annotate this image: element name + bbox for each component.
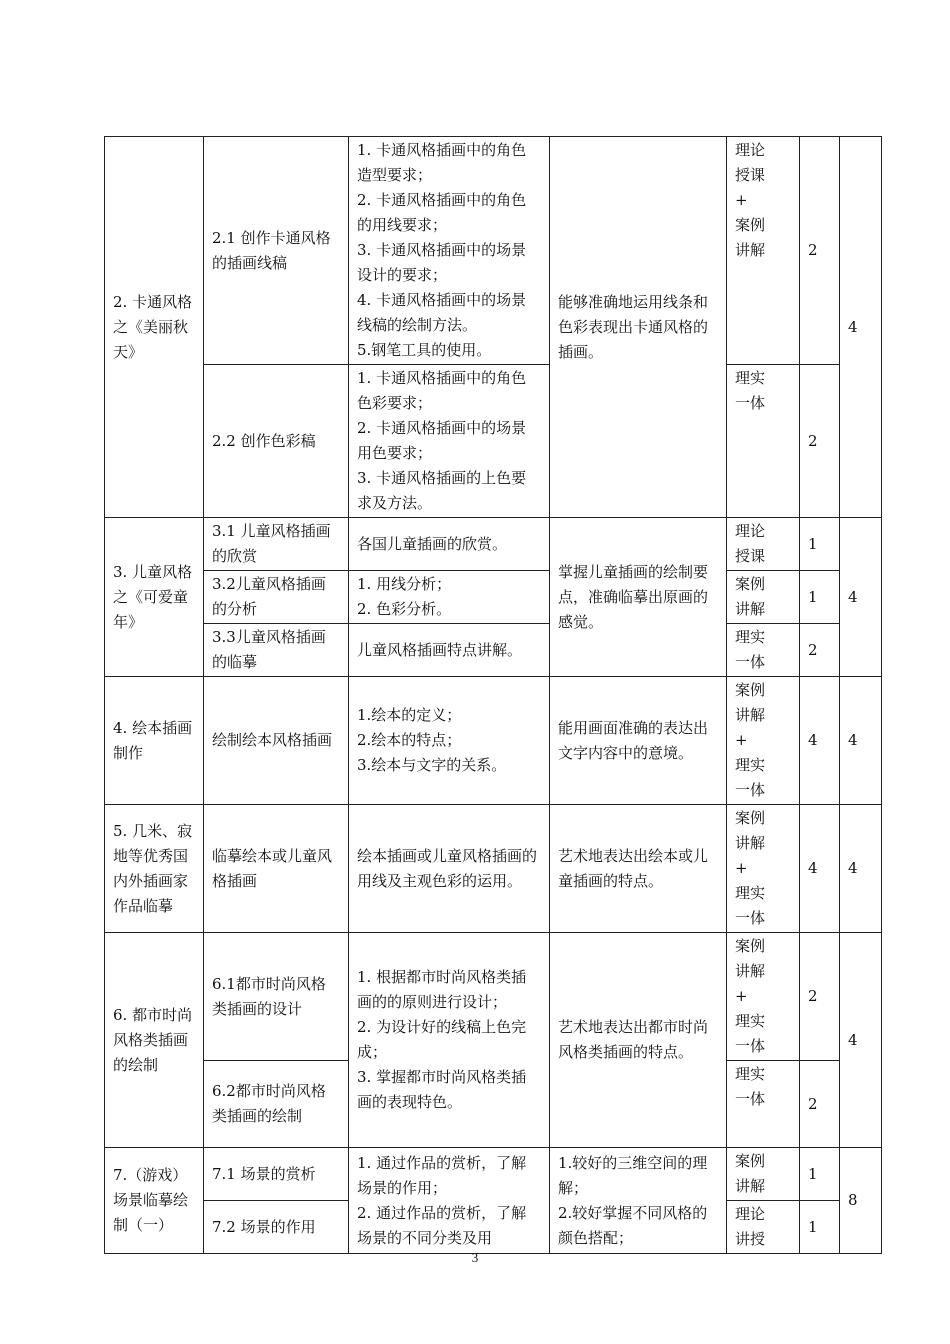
teaching-mode-cell: 案例 讲解 + 理实 一体 bbox=[727, 805, 800, 933]
hours-cell: 1 bbox=[800, 571, 840, 624]
unit-cell: 6.2都市时尚风格类插画的绘制 bbox=[204, 1061, 349, 1148]
teaching-mode-cell: 案例 讲解 + 理实 一体 bbox=[727, 677, 800, 805]
module-cell: 5. 几米、寂地等优秀国内外插画家作品临摹 bbox=[105, 805, 204, 933]
table-row bbox=[105, 933, 882, 1061]
objective-cell: 掌握儿童插画的绘制要点，准确临摹出原画的感觉。 bbox=[550, 518, 727, 677]
unit-cell: 2.1 创作卡通风格的插画线稿 bbox=[204, 137, 349, 365]
objective-cell: 艺术地表达出绘本或儿童插画的特点。 bbox=[550, 805, 727, 933]
hours-cell: 4 bbox=[800, 805, 840, 933]
unit-cell: 3.1 儿童风格插画的欣赏 bbox=[204, 518, 349, 571]
content-cell: 1. 卡通风格插画中的角色造型要求； 2. 卡通风格插画中的角色的用线要求； 3. 卡通风格插画中的场景设计的要求； 4. 卡通风格插画中的场景线稿的绘制方法。 5.钢笔工具的使用。 bbox=[349, 137, 550, 365]
unit-cell: 7.2 场景的作用 bbox=[204, 1201, 349, 1254]
module-cell: 3. 儿童风格之《可爱童年》 bbox=[105, 518, 204, 677]
teaching-mode-cell: 理论 授课 bbox=[727, 518, 800, 571]
hours-cell: 4 bbox=[800, 677, 840, 805]
table-row bbox=[105, 677, 882, 805]
teaching-mode-cell: 理实 一体 bbox=[727, 624, 800, 677]
table-row bbox=[105, 137, 882, 365]
course-table bbox=[104, 136, 882, 1254]
unit-cell: 3.2儿童风格插画的分析 bbox=[204, 571, 349, 624]
teaching-mode-cell: 案例 讲解 + 理实 一体 bbox=[727, 933, 800, 1061]
total-hours-cell: 4 bbox=[840, 805, 882, 933]
hours-cell: 2 bbox=[800, 624, 840, 677]
unit-cell: 绘制绘本风格插画 bbox=[204, 677, 349, 805]
hours-cell: 2 bbox=[800, 1061, 840, 1148]
objective-cell: 1.较好的三维空间的理解； 2.较好掌握不同风格的颜色搭配； bbox=[550, 1148, 727, 1254]
teaching-mode-cell: 案例 讲解 bbox=[727, 1148, 800, 1201]
module-cell: 6. 都市时尚风格类插画的绘制 bbox=[105, 933, 204, 1148]
total-hours-cell: 4 bbox=[840, 137, 882, 518]
teaching-mode-cell: 理实 一体 bbox=[727, 1061, 800, 1148]
teaching-mode-cell: 案例 讲解 bbox=[727, 571, 800, 624]
module-cell: 2. 卡通风格之《美丽秋天》 bbox=[105, 137, 204, 518]
hours-cell: 1 bbox=[800, 518, 840, 571]
content-cell: 儿童风格插画特点讲解。 bbox=[349, 624, 550, 677]
unit-cell: 临摹绘本或儿童风格插画 bbox=[204, 805, 349, 933]
content-cell: 1. 通过作品的赏析，了解场景的作用； 2. 通过作品的赏析，了解场景的不同分类及用 bbox=[349, 1148, 550, 1254]
objective-cell: 能够准确地运用线条和色彩表现出卡通风格的插画。 bbox=[550, 137, 727, 518]
objective-cell: 艺术地表达出都市时尚风格类插画的特点。 bbox=[550, 933, 727, 1148]
total-hours-cell: 4 bbox=[840, 518, 882, 677]
teaching-mode-cell: 理实 一体 bbox=[727, 365, 800, 518]
table-row bbox=[105, 624, 882, 677]
table-row bbox=[105, 1148, 882, 1201]
content-cell: 1.绘本的定义； 2.绘本的特点； 3.绘本与文字的关系。 bbox=[349, 677, 550, 805]
total-hours-cell: 8 bbox=[840, 1148, 882, 1254]
hours-cell: 2 bbox=[800, 137, 840, 365]
content-cell: 各国儿童插画的欣赏。 bbox=[349, 518, 550, 571]
hours-cell: 1 bbox=[800, 1148, 840, 1201]
content-cell: 1. 卡通风格插画中的角色色彩要求； 2. 卡通风格插画中的场景用色要求； 3. 卡通风格插画的上色要求及方法。 bbox=[349, 365, 550, 518]
unit-cell: 2.2 创作色彩稿 bbox=[204, 365, 349, 518]
module-cell: 4. 绘本插画制作 bbox=[105, 677, 204, 805]
unit-cell: 7.1 场景的赏析 bbox=[204, 1148, 349, 1201]
unit-cell: 6.1都市时尚风格类插画的设计 bbox=[204, 933, 349, 1061]
content-cell: 绘本插画或儿童风格插画的用线及主观色彩的运用。 bbox=[349, 805, 550, 933]
total-hours-cell: 4 bbox=[840, 677, 882, 805]
total-hours-cell: 4 bbox=[840, 933, 882, 1148]
teaching-mode-cell: 理论 讲授 bbox=[727, 1201, 800, 1254]
hours-cell: 2 bbox=[800, 933, 840, 1061]
teaching-mode-cell: 理论 授课 + 案例 讲解 bbox=[727, 137, 800, 365]
unit-cell: 3.3儿童风格插画的临摹 bbox=[204, 624, 349, 677]
hours-cell: 2 bbox=[800, 365, 840, 518]
table-row bbox=[105, 571, 882, 624]
content-cell: 1. 用线分析； 2. 色彩分析。 bbox=[349, 571, 550, 624]
table-row bbox=[105, 805, 882, 933]
table-row bbox=[105, 518, 882, 571]
hours-cell: 1 bbox=[800, 1201, 840, 1254]
table-row bbox=[105, 365, 882, 518]
page-number: 3 bbox=[471, 1250, 479, 1265]
content-cell: 1. 根据都市时尚风格类插画的的原则进行设计； 2. 为设计好的线稿上色完成； 3. 掌握都市时尚风格类插画的表现特色。 bbox=[349, 933, 550, 1148]
objective-cell: 能用画面准确的表达出文字内容中的意境。 bbox=[550, 677, 727, 805]
module-cell: 7.（游戏）场景临摹绘制（一） bbox=[105, 1148, 204, 1254]
